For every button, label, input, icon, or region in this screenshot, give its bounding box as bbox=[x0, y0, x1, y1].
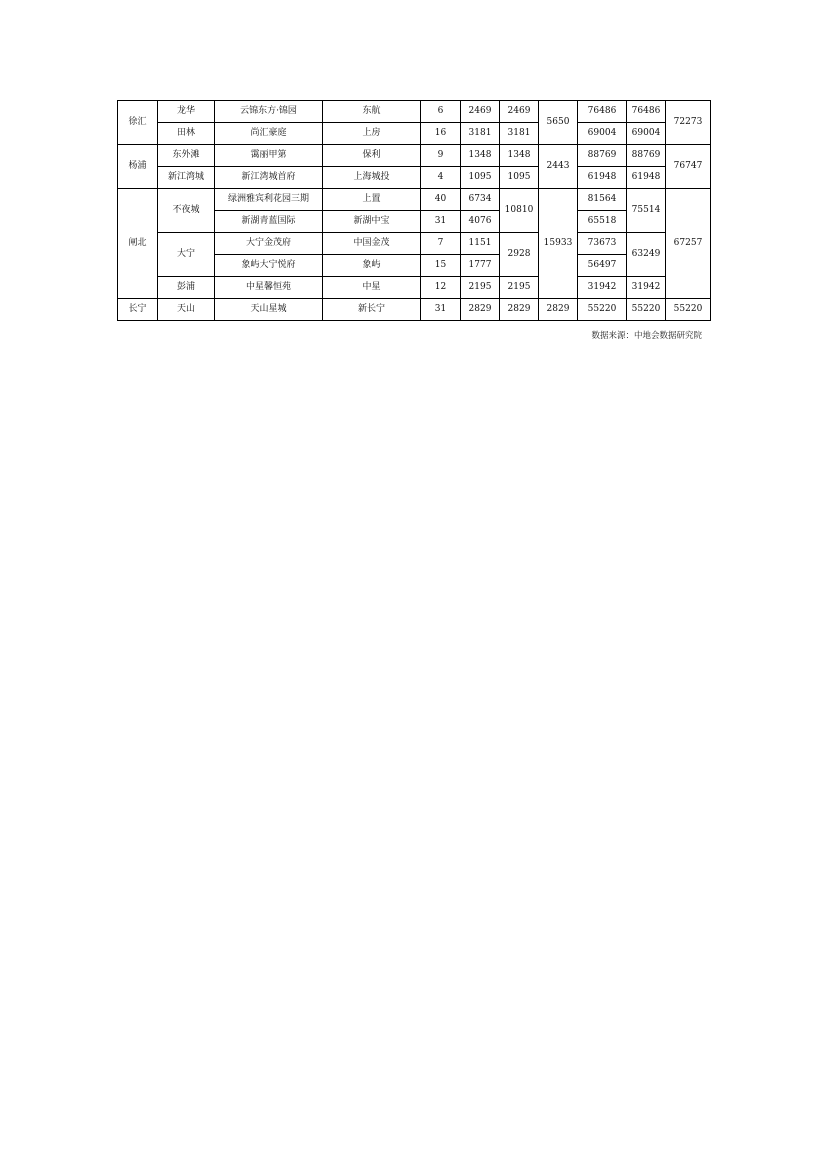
developer-cell: 新长宁 bbox=[323, 299, 421, 321]
plate-volume-cell: 2195 bbox=[500, 277, 539, 299]
plate-avg-cell: 61948 bbox=[627, 167, 666, 189]
developer-cell: 象屿 bbox=[323, 255, 421, 277]
developer-cell: 新湖中宝 bbox=[323, 211, 421, 233]
volume-cell: 1151 bbox=[461, 233, 500, 255]
volume-cell: 1777 bbox=[461, 255, 500, 277]
table-row bbox=[118, 145, 711, 167]
project-name-cell: 新湖青蓝国际 bbox=[215, 211, 323, 233]
table-row bbox=[118, 167, 711, 189]
developer-cell: 上置 bbox=[323, 189, 421, 211]
district-avg-cell: 67257 bbox=[666, 189, 711, 299]
price-cell: 76486 bbox=[578, 101, 627, 123]
volume-cell: 1348 bbox=[461, 145, 500, 167]
price-cell: 81564 bbox=[578, 189, 627, 211]
price-cell: 61948 bbox=[578, 167, 627, 189]
table-row bbox=[118, 189, 711, 211]
source-note: 数据来源：中地会数据研究院 bbox=[591, 331, 702, 341]
data-table bbox=[117, 100, 711, 321]
district-avg-cell: 72273 bbox=[666, 101, 711, 145]
plate-avg-cell: 31942 bbox=[627, 277, 666, 299]
developer-cell: 中星 bbox=[323, 277, 421, 299]
plate-volume-cell: 1095 bbox=[500, 167, 539, 189]
project-name-cell: 中星馨恒苑 bbox=[215, 277, 323, 299]
volume-cell: 2829 bbox=[461, 299, 500, 321]
plate-cell: 东外滩 bbox=[158, 145, 215, 167]
volume-cell: 2469 bbox=[461, 101, 500, 123]
plate-cell: 不夜城 bbox=[158, 189, 215, 233]
table-row bbox=[118, 233, 711, 255]
plate-avg-cell: 88769 bbox=[627, 145, 666, 167]
project-name-cell: 绿洲雅宾利花园三期 bbox=[215, 189, 323, 211]
district-total-cell: 2829 bbox=[539, 299, 578, 321]
units-cell: 4 bbox=[421, 167, 461, 189]
project-name-cell: 新江湾城首府 bbox=[215, 167, 323, 189]
project-name-cell: 大宁金茂府 bbox=[215, 233, 323, 255]
plate-cell: 彭浦 bbox=[158, 277, 215, 299]
units-cell: 31 bbox=[421, 299, 461, 321]
units-cell: 40 bbox=[421, 189, 461, 211]
plate-cell: 田林 bbox=[158, 123, 215, 145]
plate-volume-cell: 10810 bbox=[500, 189, 539, 233]
plate-cell: 天山 bbox=[158, 299, 215, 321]
table-row bbox=[118, 277, 711, 299]
price-cell: 69004 bbox=[578, 123, 627, 145]
volume-cell: 2195 bbox=[461, 277, 500, 299]
district-avg-cell: 55220 bbox=[666, 299, 711, 321]
plate-cell: 大宁 bbox=[158, 233, 215, 277]
developer-cell: 上海城投 bbox=[323, 167, 421, 189]
developer-cell: 保利 bbox=[323, 145, 421, 167]
units-cell: 15 bbox=[421, 255, 461, 277]
table-row bbox=[118, 123, 711, 145]
price-cell: 55220 bbox=[578, 299, 627, 321]
developer-cell: 中国金茂 bbox=[323, 233, 421, 255]
plate-volume-cell: 3181 bbox=[500, 123, 539, 145]
project-name-cell: 云锦东方·锦园 bbox=[215, 101, 323, 123]
volume-cell: 6734 bbox=[461, 189, 500, 211]
plate-volume-cell: 2928 bbox=[500, 233, 539, 277]
district-cell: 徐汇 bbox=[118, 101, 158, 145]
project-name-cell: 尚汇豪庭 bbox=[215, 123, 323, 145]
table-row bbox=[118, 299, 711, 321]
price-cell: 31942 bbox=[578, 277, 627, 299]
district-cell: 闸北 bbox=[118, 189, 158, 299]
district-cell: 长宁 bbox=[118, 299, 158, 321]
project-name-cell: 天山星城 bbox=[215, 299, 323, 321]
price-cell: 56497 bbox=[578, 255, 627, 277]
developer-cell: 东航 bbox=[323, 101, 421, 123]
district-total-cell: 2443 bbox=[539, 145, 578, 189]
plate-volume-cell: 2829 bbox=[500, 299, 539, 321]
district-total-cell: 15933 bbox=[539, 189, 578, 299]
table-row bbox=[118, 101, 711, 123]
units-cell: 6 bbox=[421, 101, 461, 123]
district-avg-cell: 76747 bbox=[666, 145, 711, 189]
units-cell: 12 bbox=[421, 277, 461, 299]
volume-cell: 1095 bbox=[461, 167, 500, 189]
plate-avg-cell: 75514 bbox=[627, 189, 666, 233]
volume-cell: 4076 bbox=[461, 211, 500, 233]
plate-volume-cell: 1348 bbox=[500, 145, 539, 167]
price-cell: 65518 bbox=[578, 211, 627, 233]
price-cell: 88769 bbox=[578, 145, 627, 167]
plate-cell: 新江湾城 bbox=[158, 167, 215, 189]
developer-cell: 上房 bbox=[323, 123, 421, 145]
project-name-cell: 霭丽甲第 bbox=[215, 145, 323, 167]
price-cell: 73673 bbox=[578, 233, 627, 255]
plate-avg-cell: 69004 bbox=[627, 123, 666, 145]
plate-avg-cell: 76486 bbox=[627, 101, 666, 123]
plate-avg-cell: 63249 bbox=[627, 233, 666, 277]
project-name-cell: 象屿大宁悦府 bbox=[215, 255, 323, 277]
district-cell: 杨浦 bbox=[118, 145, 158, 189]
units-cell: 31 bbox=[421, 211, 461, 233]
units-cell: 9 bbox=[421, 145, 461, 167]
units-cell: 7 bbox=[421, 233, 461, 255]
plate-avg-cell: 55220 bbox=[627, 299, 666, 321]
district-total-cell: 5650 bbox=[539, 101, 578, 145]
volume-cell: 3181 bbox=[461, 123, 500, 145]
plate-volume-cell: 2469 bbox=[500, 101, 539, 123]
units-cell: 16 bbox=[421, 123, 461, 145]
plate-cell: 龙华 bbox=[158, 101, 215, 123]
